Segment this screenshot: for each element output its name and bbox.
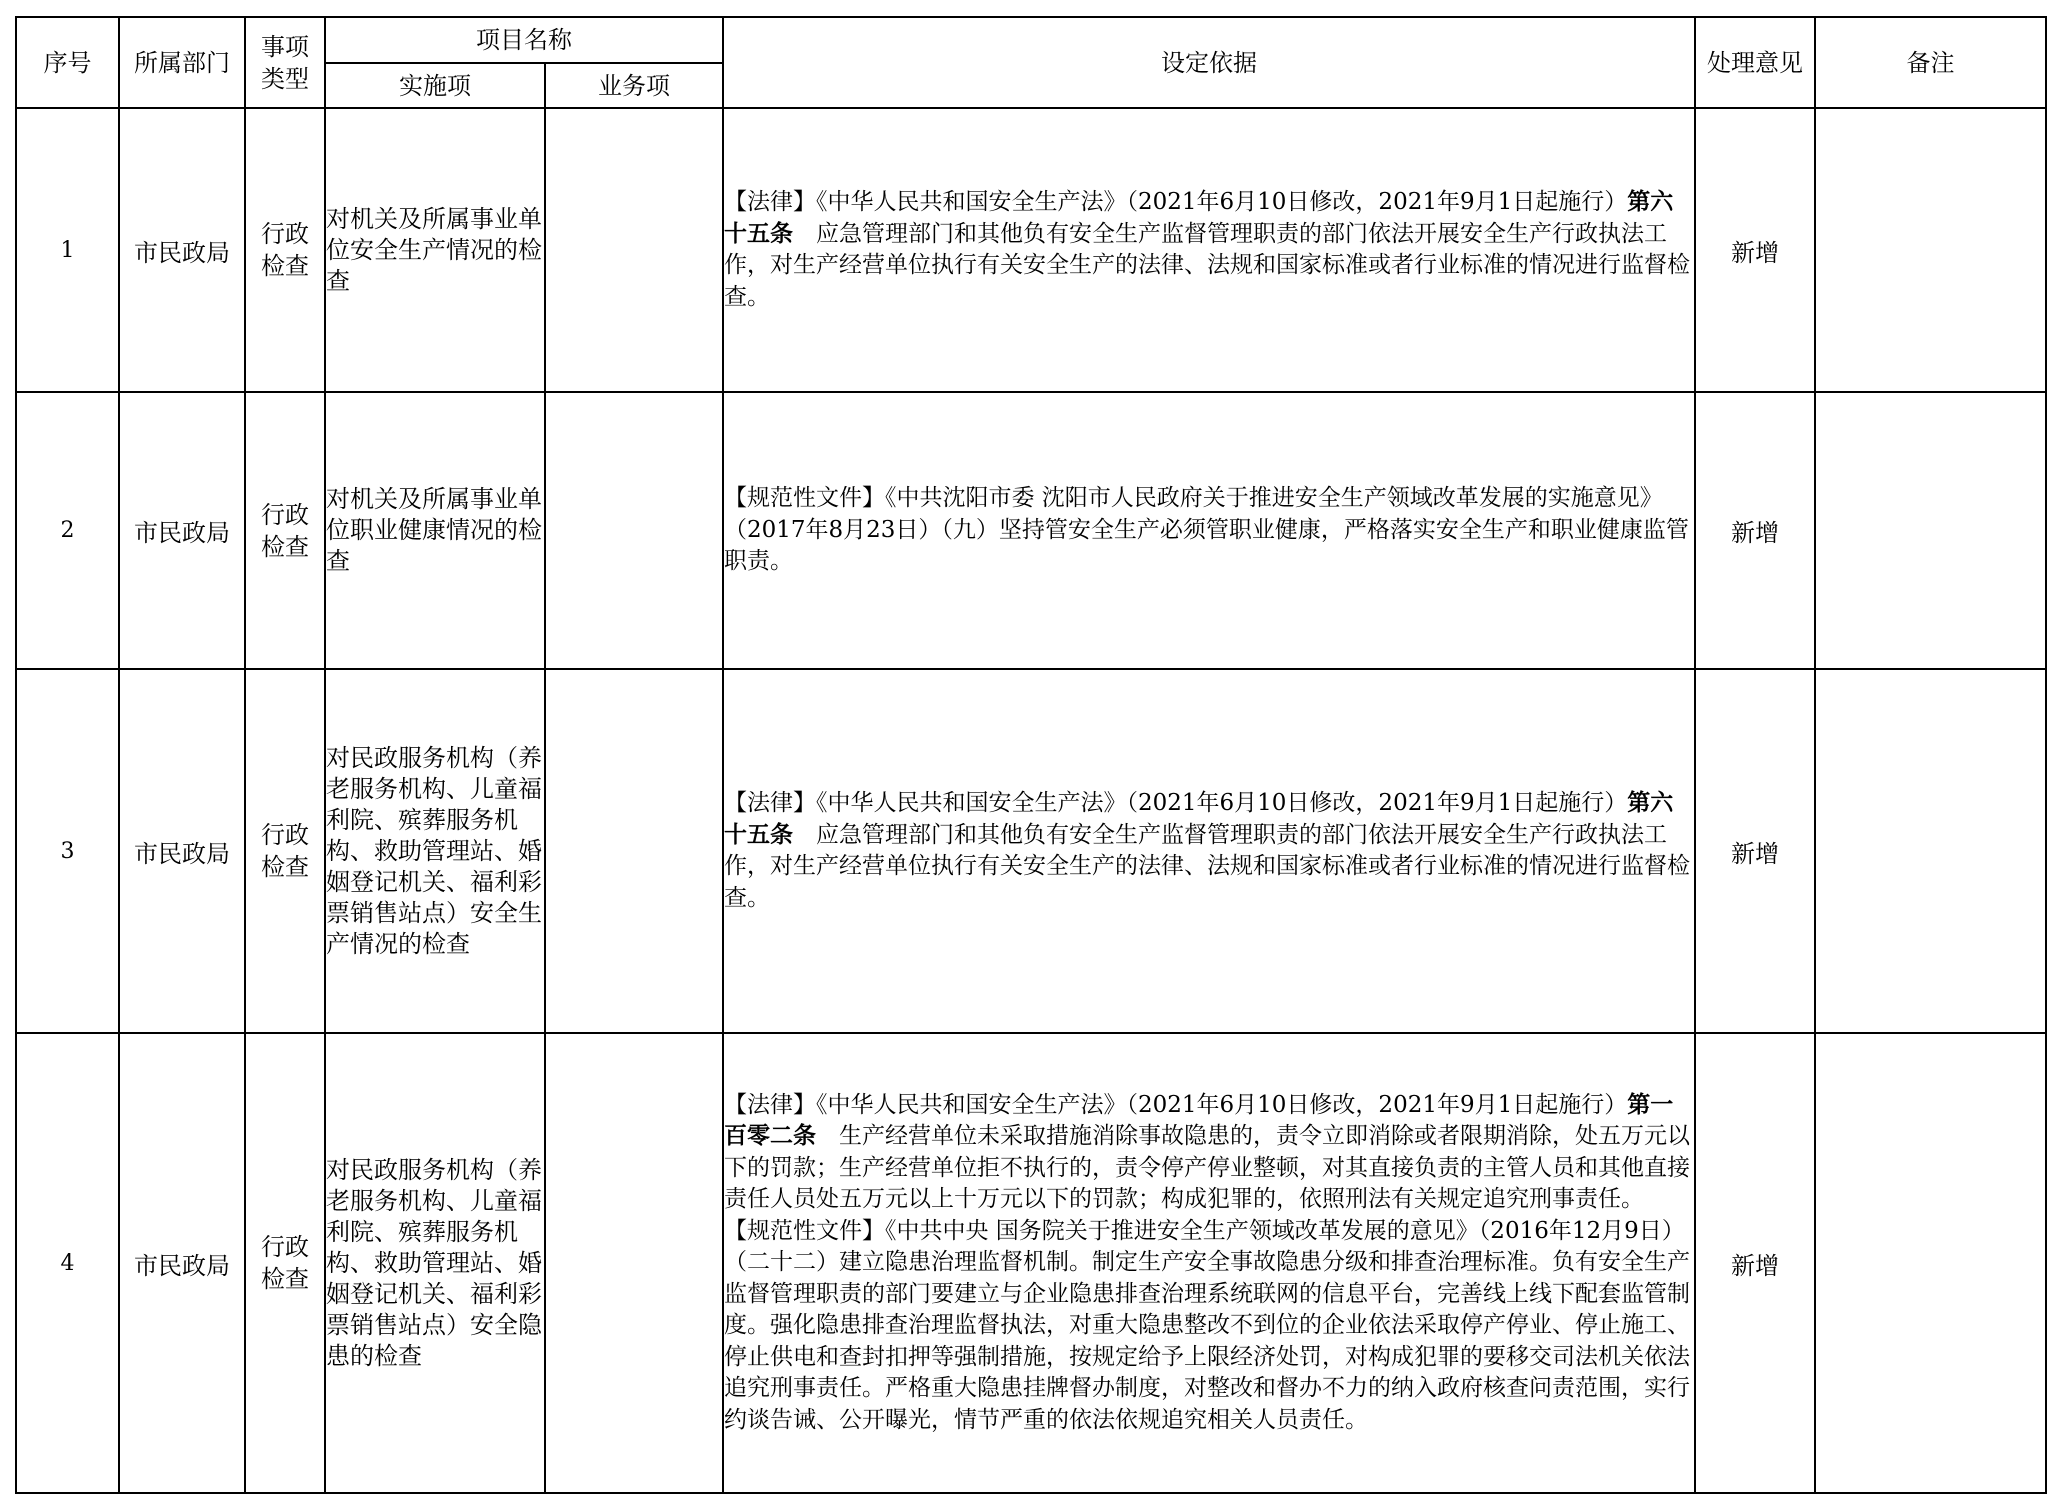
header-remark: 备注 xyxy=(1815,17,2046,108)
header-seq: 序号 xyxy=(16,17,119,108)
row-business xyxy=(545,108,723,392)
row-business xyxy=(545,392,723,669)
row-type-line1: 行政 xyxy=(261,1233,309,1261)
basis-article: 第一百零二条 xyxy=(724,1091,1674,1150)
basis-text: 应急管理部门和其他负有安全生产监督管理职责的部门依法开展安全生产行政执法工作，对生产经营单位执行有关安全生产的法律、法规和国家标准或者行业标准的情况进行监督检查。 xyxy=(724,220,1690,310)
row-dept: 市民政局 xyxy=(119,392,245,669)
administrative-inspection-table xyxy=(15,16,2047,1494)
row-remark xyxy=(1815,1033,2046,1493)
header-type xyxy=(245,17,325,108)
row-seq: 4 xyxy=(16,1033,119,1493)
header-dept: 所属部门 xyxy=(119,17,245,108)
row-seq: 1 xyxy=(16,108,119,392)
row-opinion: 新增 xyxy=(1695,1033,1815,1493)
row-type xyxy=(245,108,325,392)
row-implementation: 对民政服务机构（养老服务机构、儿童福利院、殡葬服务机构、救助管理站、婚姻登记机关、福利彩票销售站点）安全隐患的检查 xyxy=(325,1033,545,1493)
row-type-line2: 检查 xyxy=(261,252,309,280)
row-basis xyxy=(723,1033,1695,1493)
row-remark xyxy=(1815,108,2046,392)
row-dept: 市民政局 xyxy=(119,108,245,392)
basis-paragraph xyxy=(724,788,1694,914)
row-type-line1: 行政 xyxy=(261,821,309,849)
row-type-line2: 检查 xyxy=(261,1265,309,1293)
row-business xyxy=(545,669,723,1033)
basis-paragraph xyxy=(724,1216,1694,1437)
row-business xyxy=(545,1033,723,1493)
basis-prefix: 【法律】《中华人民共和国安全生产法》（2021年6月10日修改，2021年9月1日起施行） xyxy=(724,189,1628,215)
row-type-line2: 检查 xyxy=(261,532,309,561)
header-opinion: 处理意见 xyxy=(1695,17,1815,108)
row-implementation: 对机关及所属事业单位安全生产情况的检查 xyxy=(325,108,545,392)
header-business: 业务项 xyxy=(545,63,723,108)
basis-prefix: 【法律】《中华人民共和国安全生产法》（2021年6月10日修改，2021年9月1日起施行） xyxy=(724,1091,1628,1118)
table-row xyxy=(16,669,2046,1033)
basis-prefix: 【规范性文件】《中共中央 国务院关于推进安全生产领域改革发展的意见》（2016年12月9日）（二十二）建立隐患治理监督机制。制定生产安全事故隐患分级和排查治理标准。负有安全生产监督管理职责的部门要建立与企业隐患排查治理系统联网的信息平台，完善线上线下配套监管制度。强化隐患排查治理监督执法，对重大隐患整改不到位的企业依法采取停产停业、停止施工、停止供电和查封扣押等强制措施，按规定给予上限经济处罚，对构成犯罪的要移交司法机关依法追究刑事责任。严格重大隐患挂牌督办制度，对整改和督办不力的纳入政府核查问责范围，实行约谈告诫、公开曝光，情节严重的依法依规追究相关人员责任。 xyxy=(724,1217,1690,1433)
row-opinion: 新增 xyxy=(1695,392,1815,669)
row-seq: 2 xyxy=(16,392,119,669)
table-row xyxy=(16,108,2046,392)
basis-paragraph xyxy=(724,187,1694,313)
basis-prefix: 【规范性文件】《中共沈阳市委 沈阳市人民政府关于推进安全生产领域改革发展的实施意见》（2017年8月23日）（九）坚持管安全生产必须管职业健康，严格落实安全生产和职业健康监管职责。 xyxy=(724,485,1689,575)
header-type-line1: 事项 xyxy=(261,32,309,61)
row-implementation: 对民政服务机构（养老服务机构、儿童福利院、殡葬服务机构、救助管理站、婚姻登记机关、福利彩票销售站点）安全生产情况的检查 xyxy=(325,669,545,1033)
row-basis xyxy=(723,669,1695,1033)
basis-prefix: 【法律】《中华人民共和国安全生产法》（2021年6月10日修改，2021年9月1日起施行） xyxy=(724,790,1628,816)
row-basis xyxy=(723,392,1695,669)
row-type-line1: 行政 xyxy=(261,220,309,248)
basis-article: 第六十五条 xyxy=(724,790,1674,848)
table-row xyxy=(16,392,2046,669)
row-type-line1: 行政 xyxy=(261,500,309,529)
basis-paragraph xyxy=(724,483,1694,578)
basis-text: 生产经营单位未采取措施消除事故隐患的，责令立即消除或者限期消除，处五万元以下的罚款；生产经营单位拒不执行的，责令停产停业整顿，对其直接负责的主管人员和其他直接责任人员处五万元以上十万元以下的罚款；构成犯罪的，依照刑法有关规定追究刑事责任。 xyxy=(724,1123,1690,1213)
row-type xyxy=(245,1033,325,1493)
row-remark xyxy=(1815,392,2046,669)
header-basis: 设定依据 xyxy=(723,17,1695,108)
row-dept: 市民政局 xyxy=(119,1033,245,1493)
table-row xyxy=(16,1033,2046,1493)
header-type-line2: 类型 xyxy=(261,64,309,93)
header-project-name: 项目名称 xyxy=(325,17,723,63)
row-type xyxy=(245,669,325,1033)
row-remark xyxy=(1815,669,2046,1033)
header-implementation: 实施项 xyxy=(325,63,545,108)
row-seq: 3 xyxy=(16,669,119,1033)
basis-paragraph xyxy=(724,1090,1694,1216)
row-opinion: 新增 xyxy=(1695,108,1815,392)
row-opinion: 新增 xyxy=(1695,669,1815,1033)
basis-text: 应急管理部门和其他负有安全生产监督管理职责的部门依法开展安全生产行政执法工作，对生产经营单位执行有关安全生产的法律、法规和国家标准或者行业标准的情况进行监督检查。 xyxy=(724,821,1690,911)
row-basis xyxy=(723,108,1695,392)
row-implementation: 对机关及所属事业单位职业健康情况的检查 xyxy=(325,392,545,669)
basis-article: 第六十五条 xyxy=(724,189,1674,247)
row-type xyxy=(245,392,325,669)
row-type-line2: 检查 xyxy=(261,853,309,881)
row-dept: 市民政局 xyxy=(119,669,245,1033)
